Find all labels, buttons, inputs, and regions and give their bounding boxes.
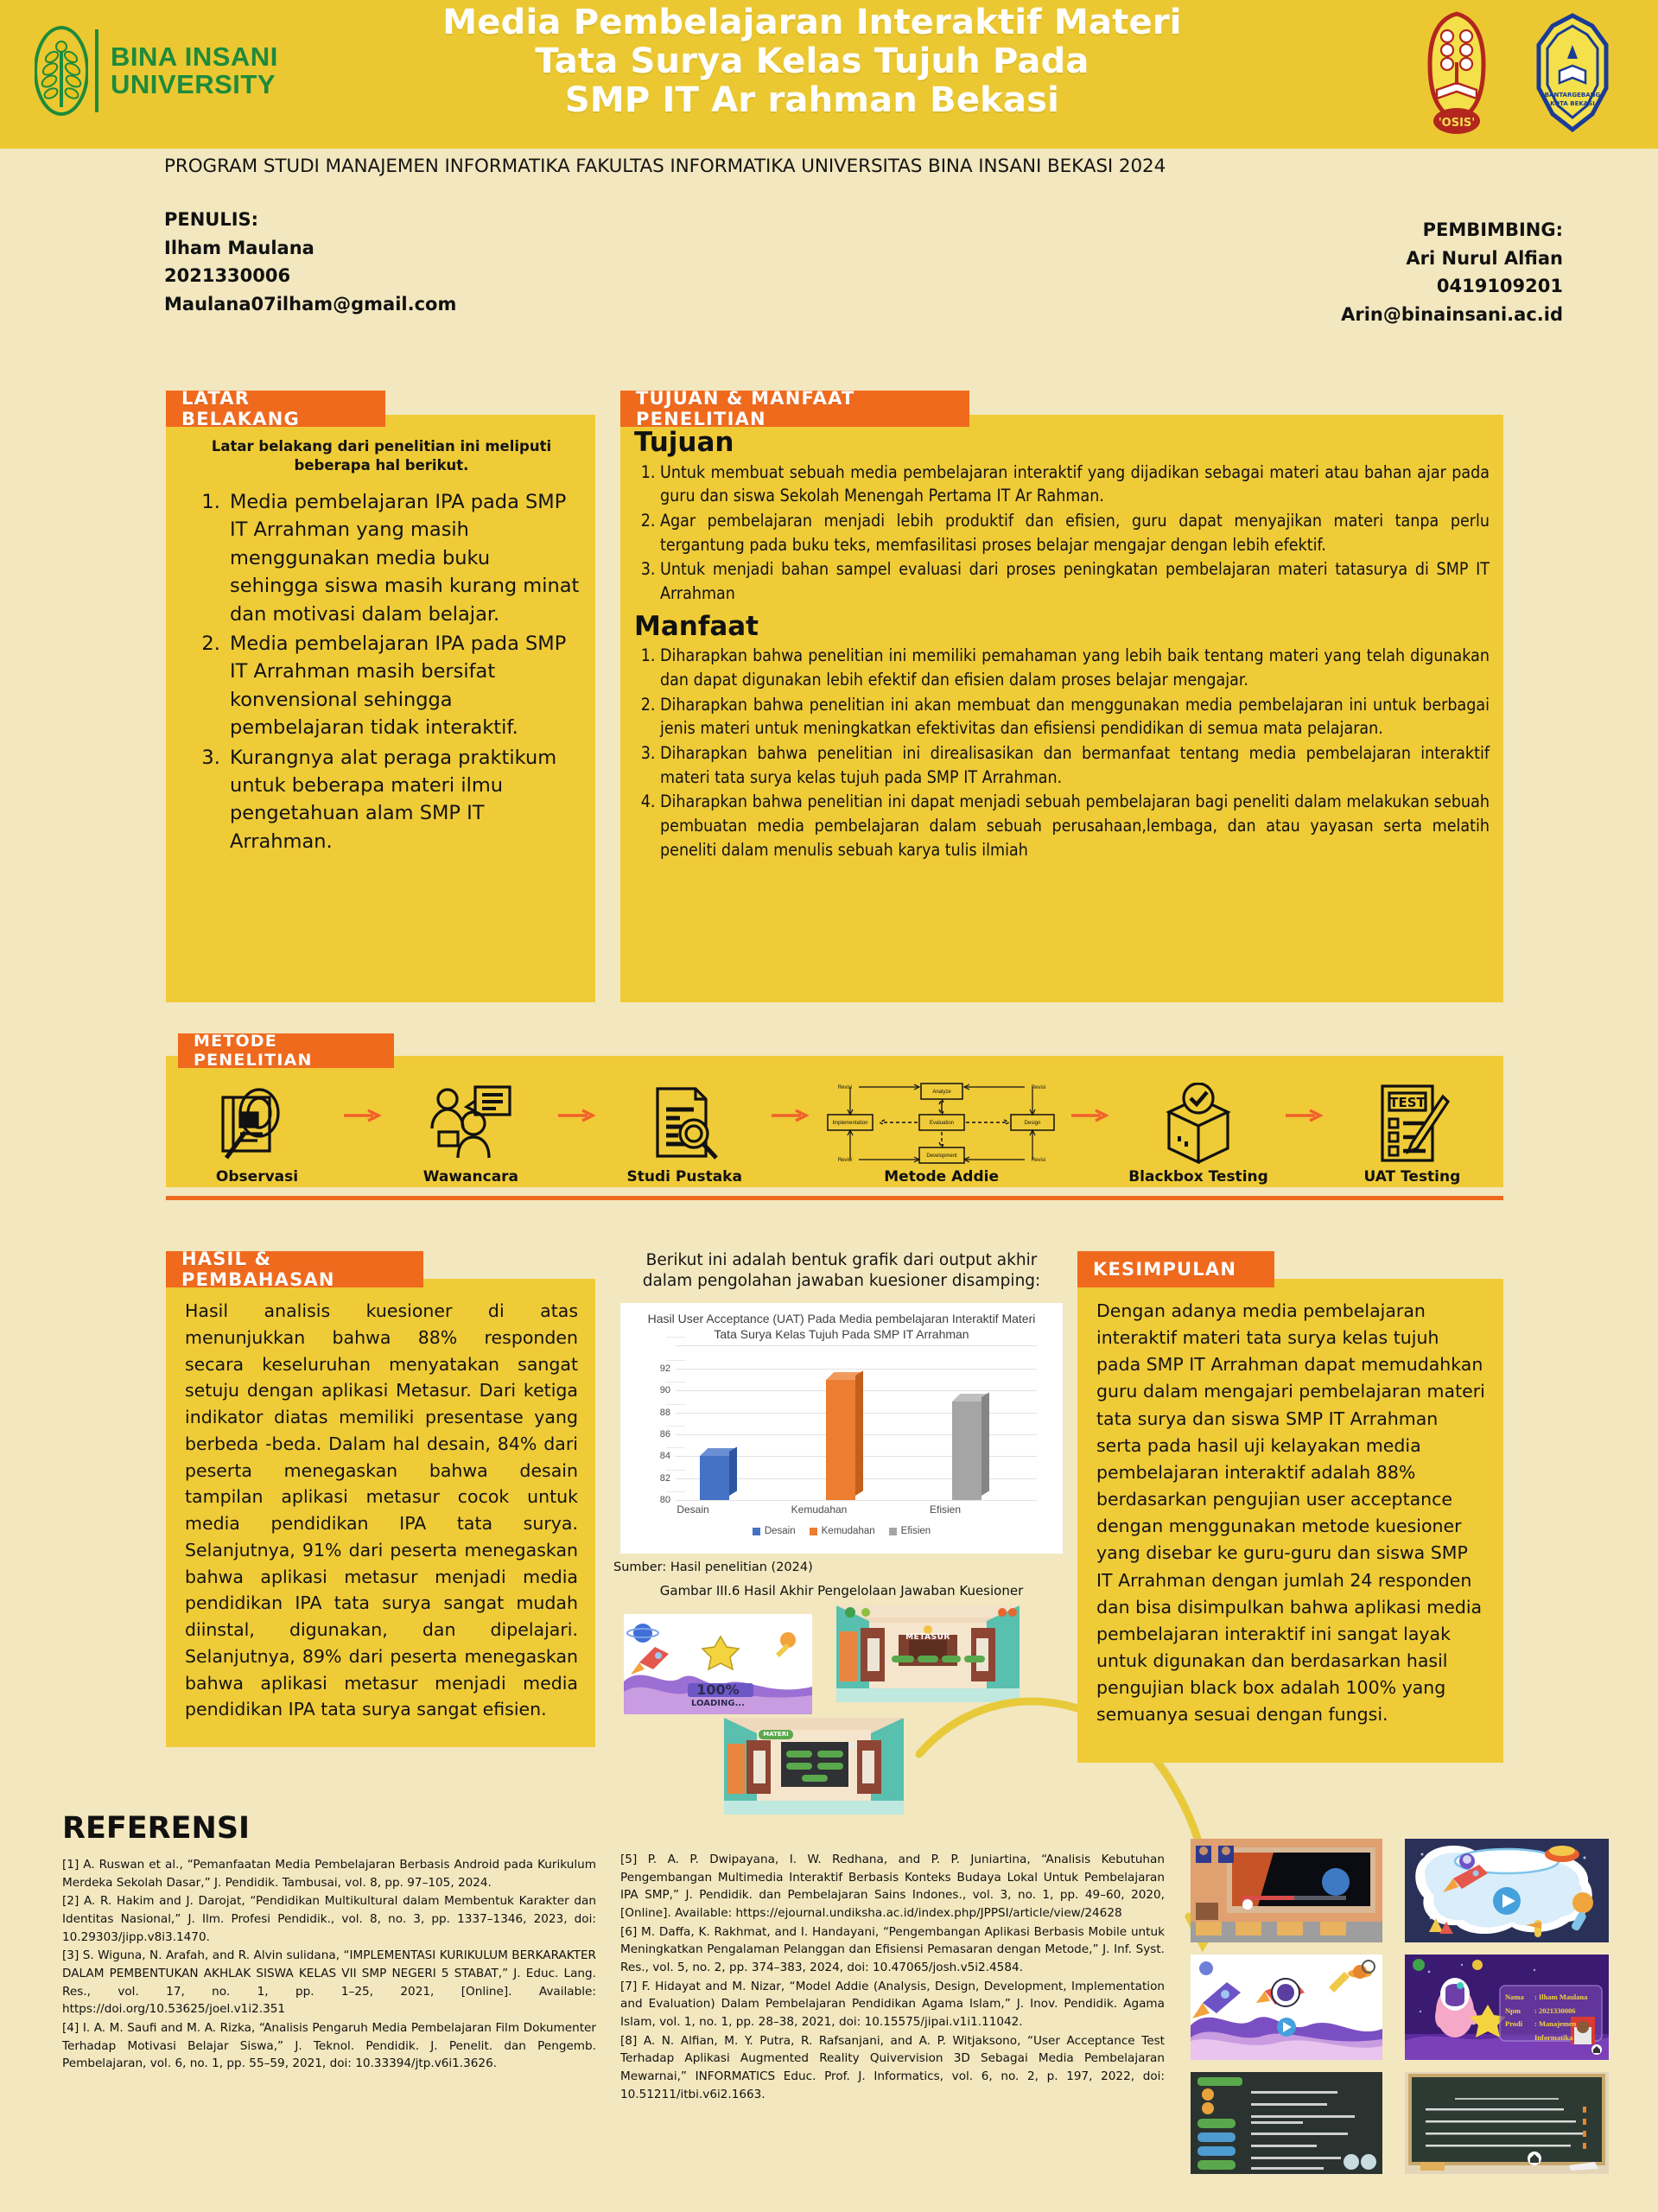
flow-label: Wawancara	[422, 1168, 519, 1185]
list-item: 4. Diharapkan bahwa penelitian ini dapat menjadi sebuah pembelajaran bagi peneliti dalam melakukan sebuah pembuatan media pembelajaran dalam sebuah perusahaan,lembaga, dan atau yayasan serta melatih peneliti dalam menulis sebuah karya tulis ilmiah	[660, 790, 1490, 861]
legend-item	[753, 1526, 796, 1536]
osis-emblem-icon	[1411, 10, 1502, 137]
legend-item	[889, 1526, 931, 1536]
svg-text:Analyze: Analyze	[931, 1090, 951, 1095]
chart-figure-caption: Gambar III.6 Hasil Akhir Pengelolaan Jawaban Kuesioner	[659, 1583, 1024, 1599]
tujuan-list-wrap	[634, 461, 1490, 606]
tujuan-heading: Tujuan	[634, 427, 734, 458]
x-tick: Efisien	[929, 1503, 962, 1516]
profil-value-npm: 2021330006	[1538, 2005, 1576, 2015]
latar-belakang-tab: LATAR BELAKANG	[166, 391, 385, 427]
header-seals	[1411, 10, 1618, 137]
list-item: 3. Diharapkan bahwa penelitian ini direalisasikan dan bermanfaat tentang media pembelajaran interaktif materi tata surya kelas tujuh pada SMP IT Arrahman.	[660, 741, 1490, 789]
reference-item: [1] A. Ruswan et al., “Pemanfaatan Media Pembelajaran Berbasis Android pada Kurikulum Merdeka Sekolah Dasar,” J. Pendidik. Tambusai, vol. 8, pp. 97–105, 2024.	[62, 1858, 596, 1890]
bar-kemudahan	[826, 1380, 855, 1500]
legend-label: Efisien	[900, 1526, 931, 1536]
section-divider	[166, 1196, 1503, 1200]
reference-item: [3] S. Wiguna, N. Arafah, and R. Alvin sulidana, “IMPLEMENTASI KURIKULUM BERKARAKTER DALAM PEMBENTUKAN AKHLAK SISWA KELAS VII SMP NEGERI 5 STABAT,” J. Educ. Lang. Res., vol. 17, no. 1, pp. 1–25, 2021, [Online]. Available: https://doi.org/10.53625/joel.v1i2.351	[62, 1948, 596, 2017]
pembimbing-label: PEMBIMBING:	[1422, 219, 1563, 240]
svg-text:Revisi: Revisi	[837, 1158, 852, 1163]
list-item: 3. Kurangnya alat peraga praktikum untuk beberapa materi ilmu pengetahuan alam SMP IT Arrahman.	[226, 744, 581, 856]
app-screenshot-loading	[624, 1614, 812, 1714]
gridline	[676, 1369, 1037, 1370]
x-tick: Desain	[677, 1503, 709, 1516]
svg-text:Development: Development	[925, 1154, 957, 1159]
box-check-icon	[1157, 1082, 1240, 1165]
logo-line-1: BINA INSANI	[111, 41, 278, 73]
wheat-leaf-icon	[35, 26, 88, 116]
legend-item	[810, 1526, 875, 1536]
profil-values: : Ilham Maulana : 2021330006 : Manajemen Informatika	[1534, 1993, 1588, 2043]
svg-text:Revisi: Revisi	[837, 1085, 852, 1090]
tujuan-manfaat-tab: TUJUAN & MANFAAT PENELITIAN	[620, 391, 969, 427]
list-item: 1. Diharapkan bahwa penelitian ini memiliki pemahaman yang lebih baik tentang materi yang telah digunakan dan dapat digunakan lebih efektif dan efisien dalam proses belajar mengajar.	[660, 644, 1490, 691]
profil-value-prodi: Manajemen Informatika	[1534, 2019, 1577, 2043]
magnifier-book-icon	[214, 1082, 301, 1165]
app-screenshot-lobby	[836, 1605, 1020, 1702]
metode-penelitian-tab: METODE PENELITIAN	[178, 1033, 394, 1068]
hasil-pembahasan-card	[166, 1279, 595, 1747]
svg-text:TEST: TEST	[1389, 1095, 1426, 1110]
gallery-classroom-video	[1191, 1839, 1382, 1942]
test-clipboard-icon	[1372, 1082, 1452, 1165]
arrow-icon	[1069, 1109, 1114, 1141]
chart-title: Hasil User Acceptance (UAT) Pada Media pembelajaran Interaktif Materi Tata Surya Kelas Tujuh Pada SMP IT Arrahman	[647, 1312, 1036, 1341]
arrow-icon	[769, 1109, 814, 1141]
x-axis-tick-labels	[676, 1503, 1044, 1519]
gridline	[676, 1345, 1037, 1346]
svg-text:Evaluation: Evaluation	[929, 1121, 954, 1126]
arrow-icon	[341, 1109, 386, 1141]
svg-text:Revisi: Revisi	[1031, 1158, 1045, 1163]
svg-text:Revisi: Revisi	[1031, 1085, 1045, 1090]
method-flow	[166, 1063, 1503, 1187]
list-item: 2. Agar pembelajaran menjadi lebih produktif dan efisien, guru dapat menyajikan materi tanpa perlu tergantung pada buku teks, memfasilitasi proses belajar mengajar dengan lebih efektif.	[660, 509, 1490, 556]
x-tick: Kemudahan	[791, 1503, 848, 1516]
penulis-name: Ilham Maulana	[164, 237, 314, 258]
hasil-pembahasan-tab: HASIL & PEMBAHASAN	[166, 1251, 423, 1287]
gallery-astronaut-rocket	[1191, 1955, 1382, 2060]
reference-item: [6] M. Daffa, K. Rakhmat, and I. Handayani, “Pengembangan Aplikasi Berbasis Mobile untuk Meningkatkan Pengalaman Pelanggan dan Efisiensi Pemasaran dengan Metode,” J. Inf. Syst. Res., vol. 5, no. 2, pp. 374–383, 2024, doi: 10.47065/josh.v5i2.4584.	[620, 1924, 1165, 1974]
latar-intro: Latar belakang dari penelitian ini meliputi beberapa hal berikut.	[211, 438, 552, 474]
gallery-profil-pengembang	[1405, 1955, 1609, 2060]
manfaat-heading: Manfaat	[634, 610, 759, 642]
hasil-text: Hasil analisis kuesioner di atas menunjukkan bahwa 88% responden secara keseluruhan menyatakan sangat setuju dengan aplikasi Metasur. Dari ketiga indikator diatas memiliki presentase yang berbeda -beda. Dalam hal desain, 84% dari peserta menegaskan bahwa desain tampilan aplikasi metasur cocok untuk media pendidikan IPA tata surya. Selanjutnya, 91% dari peserta menegaskan bahwa aplikasi metasur menjadi media pendidikan IPA tata surya sangat mudah diinstal, digunakan, dan dipelajari. Selanjutnya, 89% dari peserta menegaskan bahwa aplikasi metasur menjadi media pendidikan IPA tata surya sangat efisien.	[185, 1300, 578, 1720]
poster-title	[302, 3, 1322, 121]
tujuan-manfaat-body	[634, 427, 1490, 862]
arrow-icon	[556, 1109, 600, 1141]
loading-text: LOADING...	[691, 1699, 745, 1708]
author-block	[164, 206, 456, 318]
legend-swatch	[889, 1528, 897, 1535]
logo-wordmark	[111, 43, 278, 98]
legend-swatch	[810, 1528, 817, 1535]
materi-button-label: MATERI	[763, 1731, 789, 1738]
chart-source: Sumber: Hasil penelitian (2024)	[613, 1560, 813, 1574]
supervisor-block	[1341, 216, 1563, 328]
profil-label-npm: Npm	[1505, 2005, 1521, 2015]
logo-divider	[95, 29, 98, 112]
document-search-icon	[645, 1082, 723, 1165]
gridline	[676, 1500, 1037, 1501]
manfaat-list-wrap	[634, 644, 1490, 861]
pembimbing-email: Arin@binainsani.ac.id	[1341, 303, 1563, 325]
flow-step-uat-testing	[1337, 1065, 1488, 1185]
gallery-indeks-prestasi	[1405, 2072, 1609, 2174]
list-item: 2. Diharapkan bahwa penelitian ini akan membuat dan menggunakan media pembelajaran ini untuk berbagai jenis materi untuk meningkatkan efektivitas dan efisiensi pendidikan di semua mata pelajaran.	[660, 693, 1490, 741]
referensi-heading: REFERENSI	[62, 1811, 251, 1846]
flow-label: Blackbox Testing	[1128, 1168, 1268, 1185]
reference-item: [4] I. A. M. Saufi and M. A. Rizka, “Analisis Pengaruh Media Pembelajaran Film Dokumenter Terhadap Motivasi Belajar Siswa,” J. Teknol. Pendidik. J. Penelit. dan Pengemb. Pembelajaran, vol. 6, no. 1, pp. 55–59, 2021, doi: 10.33394/jtp.v6i1.3626.	[62, 2020, 596, 2071]
svg-text:KOTA BEKASI: KOTA BEKASI	[1550, 100, 1595, 107]
latar-list	[200, 488, 581, 857]
penulis-email: Maulana07ilham@gmail.com	[164, 293, 457, 315]
svg-text:Implementation: Implementation	[832, 1121, 868, 1126]
legend-swatch	[753, 1528, 760, 1535]
bar-desain	[700, 1456, 729, 1500]
lobby-title: METASUR	[905, 1633, 950, 1642]
title-line-1: Media Pembelajaran Interaktif Materi	[442, 3, 1182, 42]
chart-bars-area	[676, 1369, 1037, 1500]
svg-text:Design: Design	[1024, 1121, 1040, 1126]
list-item: 3. Untuk menjadi bahan sampel evaluasi dari proses peningkatan pembelajaran materi tatasurya di SMP IT Arrahman	[660, 557, 1490, 605]
profil-value-nama: Ilham Maulana	[1538, 1993, 1588, 2001]
interview-icon	[425, 1082, 517, 1165]
svg-text:BANTARGEBANG: BANTARGEBANG	[1544, 92, 1601, 99]
flow-step-blackbox-testing	[1123, 1065, 1274, 1185]
penulis-label: PENULIS:	[164, 209, 259, 230]
referensi-left-column	[62, 1856, 596, 2074]
chart-plot-area	[646, 1369, 1040, 1500]
profil-label-prodi: Prodi	[1505, 2019, 1523, 2029]
pembimbing-nidn: 0419109201	[1436, 276, 1563, 297]
app-screenshot-materi	[724, 1718, 904, 1815]
reference-item: [7] F. Hidayat and M. Nizar, “Model Addie (Analysis, Design, Development, Implementation and Evaluation) Dalam Pembelajaran Pendidikan Agama Islam,” J. Inov. Pendidik. Agama Islam, vol. 1, no. 1, pp. 28–38, 2021, doi: 10.15575/jipai.v1i1.11042.	[620, 1979, 1165, 2029]
kesimpulan-card	[1077, 1279, 1503, 1763]
pembimbing-name: Ari Nurul Alfian	[1406, 247, 1563, 269]
loading-percent: 100%	[696, 1681, 740, 1698]
arrow-icon	[1283, 1109, 1328, 1141]
latar-belakang-card	[166, 415, 595, 1002]
gallery-menu-petunjuk	[1191, 2072, 1382, 2174]
svg-text:'OSIS': 'OSIS'	[1438, 117, 1476, 130]
flow-step-wawancara	[395, 1065, 546, 1185]
bina-insani-logo	[35, 19, 294, 123]
legend-label: Kemudahan	[821, 1526, 875, 1536]
poster-header	[0, 0, 1658, 149]
flow-label: Observasi	[215, 1168, 299, 1185]
uat-bar-chart	[620, 1303, 1063, 1554]
flow-step-studi-pustaka	[609, 1065, 760, 1185]
list-item: 1. Untuk membuat sebuah media pembelajaran interaktif yang dijadikan sebagai materi atau bahan ajar pada guru dan siswa Sekolah Menengah Pertama IT Ar Rahman.	[660, 461, 1490, 508]
flow-label: Studi Pustaka	[626, 1168, 742, 1185]
bar-efisien	[952, 1402, 981, 1500]
reference-item: [8] A. N. Alfian, M. Y. Putra, R. Rafsanjani, and A. P. Witjaksono, “User Acceptance Test Terhadap Aplikasi Augmented Reality Quivervision 3D Sebagai Media Pembelajaran Mewarnai,” INFORMATICS Educ. Prof. J. Informatics, vol. 6, no. 2, p. 197, 2022, doi: 10.51211/itbi.v6i2.1663.	[620, 2033, 1165, 2101]
referensi-right-column	[620, 1851, 1165, 2104]
list-item: 1. Media pembelajaran IPA pada SMP IT Arrahman yang masih menggunakan media buku sehingga siswa masih kurang minat dan motivasi dalam belajar.	[226, 488, 581, 628]
kesimpulan-text: Dengan adanya media pembelajaran interaktif materi tata surya kelas tujuh pada SMP IT Arrahman dapat memudahkan guru dalam mengajari pembelajaran materi tata surya dan siswa SMP IT Arrahman serta pada hasil uji kelayakan media pembelajaran interaktif adalah 88% berdasarkan pengujian user acceptance dengan menggunakan metode kuesioner yang disebar ke guru-guru dan siswa SMP IT Arrahman dengan jumlah 24 responden dan bisa disimpulkan bahwa aplikasi media pembelajaran interaktif ini sangat layak untuk digunakan dan berdasarkan hasil pengujian black box adalah 100% yang semuanya sesuai dengan fungsi.	[1096, 1300, 1485, 1726]
legend-label: Desain	[764, 1526, 796, 1536]
chart-intro-caption: Berikut ini adalah bentuk grafik dari output akhir dalam pengolahan jawaban kuesioner disamping:	[642, 1251, 1041, 1291]
metode-penelitian-card	[166, 1056, 1503, 1187]
tujuan-manfaat-card	[620, 415, 1503, 1002]
reference-item: [5] P. A. P. Dwipayana, I. W. Redhana, and P. P. Juniartina, “Analisis Kebutuhan Pengembangan Multimedia Interaktif Berbasis Konteks Budaya Lokal Untuk Pembelajaran IPA SMP,” J. Pendidik. dan Pembelajaran Sains Indones., vol. 3, no. 1, pp. 49–60, 2020, [Online]. Available: https://ejournal.undiksha.ac.id/index.php/JPPSI/article/view/24628	[620, 1853, 1165, 1920]
list-item: 2. Media pembelajaran IPA pada SMP IT Arrahman masih bersifat konvensional sehingga pembelajaran tidak interaktif.	[226, 630, 581, 742]
kesimpulan-tab: KESIMPULAN	[1077, 1251, 1274, 1287]
profil-labels	[1505, 1991, 1524, 2031]
program-line: PROGRAM STUDI MANAJEMEN INFORMATIKA FAKULTAS INFORMATIKA UNIVERSITAS BINA INSANI BEKASI 2024	[164, 156, 1166, 177]
title-line-2: Tata Surya Kelas Tujuh Pada	[535, 41, 1089, 82]
gallery-quiz-time	[1405, 1839, 1609, 1942]
flow-label: UAT Testing	[1363, 1168, 1461, 1185]
flow-step-observasi	[181, 1065, 333, 1185]
profil-label-nama: Nama	[1505, 1993, 1524, 2001]
penulis-nim: 2021330006	[164, 265, 291, 287]
logo-line-2: UNIVERSITY	[111, 69, 276, 99]
flow-label: Metode Addie	[884, 1168, 999, 1185]
flow-step-metode-addie	[823, 1065, 1060, 1185]
school-emblem-icon	[1527, 10, 1618, 137]
addie-diagram-icon	[824, 1082, 1059, 1165]
title-line-3: SMP IT Ar rahman Bekasi	[564, 80, 1060, 121]
reference-item: [2] A. R. Hakim and J. Darojat, “Pendidikan Multikultural dalam Membentuk Karakter dan Identitas Nasional,” J. Ilm. Profesi Pendidik., vol. 8, no. 3, pp. 1337–1346, 2023, doi: 10.29303/jipp.v8i3.1470.	[62, 1894, 596, 1944]
chart-legend	[620, 1526, 1063, 1536]
